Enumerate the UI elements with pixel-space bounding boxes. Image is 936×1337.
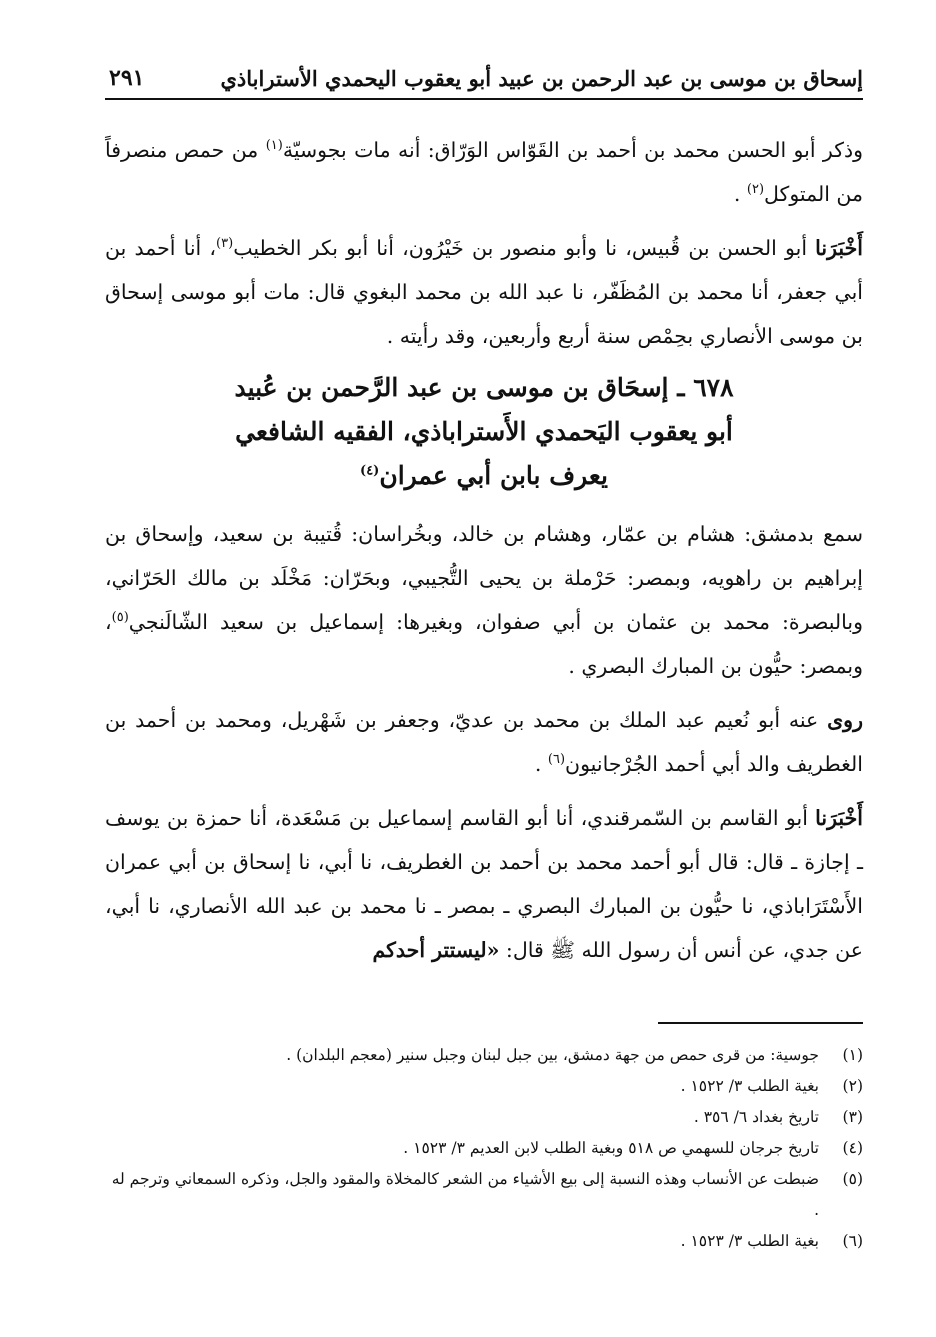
paragraph-text: ، وبمصر: حيُّون بن المبارك البصري . (105, 610, 863, 678)
page-number: ٢٩١ (109, 65, 145, 91)
footnote-text: تاريخ جرجان للسهمي ص ٥١٨ وبغية الطلب لابن العديم ٣/ ١٥٢٣ . (403, 1139, 819, 1157)
footnote-text: بغية الطلب ٣/ ١٥٢٣ . (680, 1232, 819, 1250)
footnote-number: (١) (842, 1046, 863, 1064)
footnote-ref-3: (٣) (216, 236, 234, 252)
footnote-number: (٤) (842, 1139, 863, 1157)
paragraph-text: عنه أبو نُعيم عبد الملك بن محمد بن عديّ، وجعفر بن شَهْريل، ومحمد بن أحمد بن الغطريف والد أبي أحمد الجُرْجانيون (105, 708, 863, 776)
paragraph-text: أبو القاسم بن السّمرقندي، أنا أبو القاسم إسماعيل بن مَسْعَدة، أنا حمزة بن يوسف ـ إجازة ـ قال: قال أبو أحمد محمد بن أحمد بن الغطريف، نا أبي، نا إسحاق بن أبي عمران الأَسْتَرَاباذي، نا حيُّون بن المبارك البصري ـ بمصر ـ نا محمد بن عبد الله الأنصاري، نا أبي، عن جدي، عن أنس أن رسول الله ﷺ قال: (105, 806, 863, 962)
footnote-ref-6: (٦) (547, 752, 566, 768)
footnote-text: ضبطت عن الأنساب وهذه النسبة إلى بيع الأشياء من الشعر كالمخلاة والمقود والجل، وذكره السمعاني وترجم له . (111, 1170, 819, 1219)
paragraph-text: أبو الحسن بن قُبيس، نا وأبو منصور بن خَيْرُون، أنا أبو بكر الخطيب (233, 236, 816, 260)
footnote-ref-2: (٢) (746, 182, 765, 198)
footnote-text: تاريخ بغداد ٦/ ٣٥٦ . (693, 1108, 819, 1126)
footnotes (105, 1040, 863, 1257)
footnote (105, 1071, 863, 1102)
footnote-ref-4: (٤) (360, 463, 380, 479)
footnote-number: (٥) (842, 1170, 863, 1188)
entry-heading-line-3: يعرف بابن أبي عمران$^{(٤)}$ (360, 461, 608, 490)
running-header-title: إسحاق بن موسى بن عبد الرحمن بن عبيد أبو يعقوب اليحمدي الأستراباذي (220, 65, 863, 91)
entry-heading (105, 366, 863, 498)
entry-heading-line-1: ٦٧٨ ـ إسحَاق بن موسى بن عبد الرَّحمن بن عُبيد (234, 373, 734, 402)
entry-heading-line-2: أبو يعقوب اليَحمدي الأَستراباذي، الفقيه الشافعي (235, 417, 733, 446)
paragraph-text: . (534, 752, 548, 776)
paragraph-text: . (733, 182, 747, 206)
footnote (105, 1164, 863, 1226)
paragraph-text: من حمص منصرفاً من المتوكل (105, 138, 863, 206)
footnote-ref-5: (٥) (111, 610, 129, 626)
paragraph-text: وذكر أبو الحسن محمد بن أحمد بن القَوّاس الوَرّاق: أنه مات بجوسيّة (282, 138, 863, 162)
lead-word: أَخْبَرَنا (815, 806, 863, 830)
footnote (105, 1133, 863, 1164)
paragraph-isnad-2 (105, 796, 863, 972)
paragraph-text: ، أنا أحمد بن أبي جعفر، أنا محمد بن المُظَفّر، نا عبد الله بن محمد البغوي قال: مات أبو موسى إسحاق بن موسى الأنصاري بحِمْص سنة أربع وأربعين، وقد رأيته . (105, 236, 863, 348)
footnote (105, 1102, 863, 1133)
paragraph-text: سمع بدمشق: هشام بن عمّار، وهشام بن خالد، وبخُراسان: قُتيبة بن سعيد، وإسحاق بن إبراهيم بن راهويه، وبمصر: حَرْملة بن يحيى التُّجيبي، وبحَرّان: مَخْلَد بن مالك الحَرّاني، وبالبصرة: محمد بن عثمان بن أبي صفوان، وبغيرها: إسماعيل بن سعيد الشّالَنجي (105, 522, 863, 634)
lead-word: روى (827, 708, 863, 732)
footnote (105, 1040, 863, 1071)
footnote-text: بغية الطلب ٣/ ١٥٢٢ . (680, 1077, 819, 1095)
footnote-number: (٢) (842, 1077, 863, 1095)
book-page (105, 58, 863, 1308)
running-header (105, 58, 863, 100)
footnote-number: (٦) (842, 1232, 863, 1250)
lead-word: أَخْبَرَنا (815, 236, 863, 260)
main-text (105, 128, 863, 972)
footnote-text: جوسية: من قرى حمص من جهة دمشق، بين جبل لبنان وجبل سنير (معجم البلدان) . (286, 1046, 819, 1064)
hadith-quote: «ليستتر أحدكم (372, 938, 500, 962)
paragraph-isnad-1 (105, 226, 863, 358)
paragraph-death-report (105, 128, 863, 216)
paragraph-students (105, 698, 863, 786)
footnote-separator (658, 1022, 863, 1024)
footnote (105, 1226, 863, 1257)
footnote-number: (٣) (842, 1108, 863, 1126)
paragraph-teachers (105, 512, 863, 688)
footnote-ref-1: (١) (265, 138, 283, 154)
